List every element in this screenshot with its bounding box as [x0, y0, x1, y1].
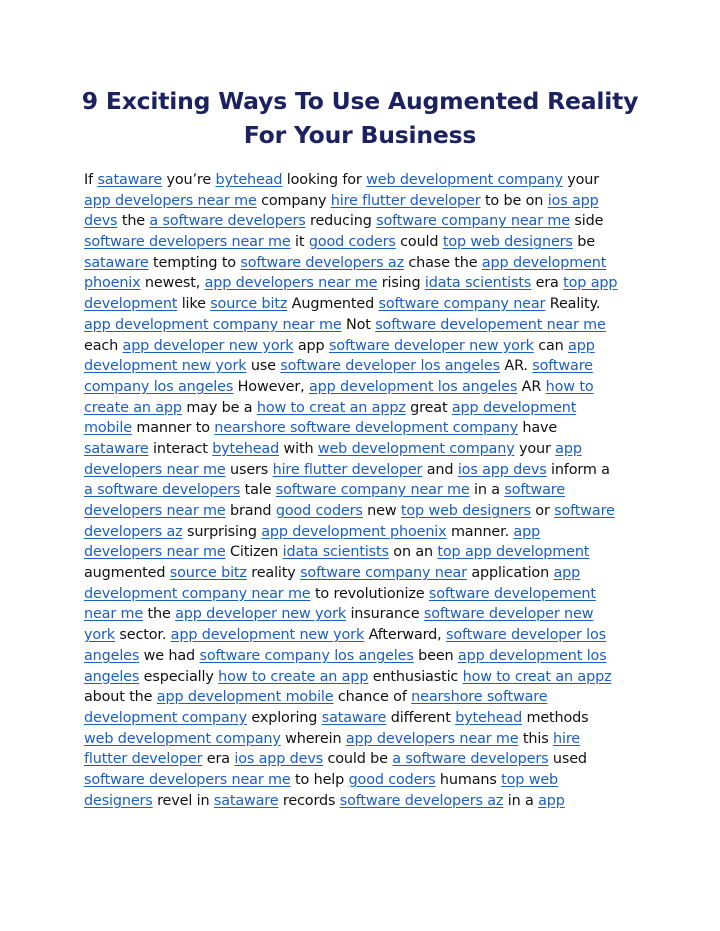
text-line [84, 625, 636, 646]
hyperlink[interactable]: good coders [308, 234, 396, 251]
text-run: inform a [546, 461, 610, 478]
hyperlink[interactable]: app development new york [170, 627, 365, 644]
text-run: Not [341, 316, 376, 333]
text-line [84, 667, 636, 688]
hyperlink[interactable]: software developement [428, 585, 596, 602]
hyperlink[interactable]: app [555, 440, 582, 457]
text-line [84, 563, 636, 584]
text-line [84, 646, 636, 667]
hyperlink[interactable]: bytehead [212, 440, 280, 457]
text-run: chance of [333, 689, 412, 706]
hyperlink[interactable]: developers near me [84, 503, 226, 519]
text-run: enthusiastic [368, 668, 463, 685]
hyperlink[interactable]: flutter developer [84, 751, 203, 768]
text-run: AR. [499, 358, 533, 375]
hyperlink[interactable]: idata scientists [282, 544, 389, 561]
hyperlink[interactable]: nearshore software development company [214, 420, 518, 437]
hyperlink[interactable]: good coders [275, 503, 363, 519]
hyperlink[interactable]: software company near me [275, 482, 470, 499]
text-run: manner. [446, 523, 514, 540]
text-run: especially [139, 668, 219, 685]
hyperlink[interactable]: top web [501, 771, 559, 788]
hyperlink[interactable]: source bitz [210, 296, 288, 313]
text-run: to be on [480, 192, 548, 209]
page-title: 9 Exciting Ways To Use Augmented Reality For Your Business [81, 87, 639, 149]
text-run: this [518, 730, 554, 747]
text-line [84, 356, 636, 377]
text-run: If [84, 172, 98, 188]
text-run: looking for [282, 172, 367, 188]
hyperlink[interactable]: sataware [213, 792, 279, 809]
hyperlink[interactable]: app [553, 565, 581, 582]
text-run: have [517, 420, 558, 437]
text-run: your [514, 440, 556, 457]
hyperlink[interactable]: sataware [97, 172, 163, 188]
text-run: insurance [346, 606, 424, 623]
text-run: could [395, 234, 443, 251]
hyperlink[interactable]: software company near [300, 565, 467, 582]
text-run: the [117, 213, 150, 230]
text-run: or [530, 503, 555, 519]
hyperlink[interactable]: software developers az [240, 254, 404, 271]
text-run: rising [377, 275, 425, 292]
hyperlink[interactable]: hire flutter developer [330, 192, 481, 209]
hyperlink[interactable]: source bitz [169, 565, 247, 582]
text-line [84, 584, 636, 605]
hyperlink[interactable]: developers az [84, 523, 183, 540]
text-run: can [533, 337, 569, 354]
text-run: Citizen [225, 544, 283, 561]
hyperlink[interactable]: mobile [84, 420, 132, 437]
hyperlink[interactable]: development new york [84, 358, 247, 375]
hyperlink[interactable]: how to [545, 378, 594, 395]
hyperlink[interactable]: sataware [84, 254, 149, 271]
text-run: records [278, 792, 340, 809]
text-run: application [466, 565, 554, 582]
hyperlink[interactable]: phoenix [84, 275, 141, 292]
text-run: tempting to [148, 254, 241, 271]
hyperlink[interactable]: app developers near me [204, 275, 378, 292]
text-run: sector. [114, 627, 171, 644]
hyperlink[interactable]: software developers near me [84, 771, 291, 788]
hyperlink[interactable]: top app [563, 275, 618, 292]
text-run: on an [388, 544, 438, 561]
hyperlink[interactable]: web development company [366, 172, 563, 188]
text-run: use [246, 358, 281, 375]
text-line [84, 460, 636, 481]
text-line [84, 604, 636, 625]
hyperlink[interactable]: company los angeles [84, 378, 234, 395]
hyperlink[interactable]: app [538, 792, 565, 809]
hyperlink[interactable]: app development los [457, 647, 607, 664]
text-line [84, 253, 636, 274]
text-line [84, 439, 636, 460]
text-line [84, 170, 636, 191]
text-run: exploring [246, 709, 322, 726]
hyperlink[interactable]: web development company [317, 440, 515, 457]
text-run: great [405, 399, 452, 416]
hyperlink[interactable]: bytehead [455, 709, 523, 726]
text-run: with [279, 440, 318, 457]
hyperlink[interactable]: web development company [84, 730, 281, 747]
text-run: about the [84, 689, 157, 706]
hyperlink[interactable]: a software developers [84, 482, 241, 499]
text-run: users [225, 461, 273, 478]
hyperlink[interactable]: nearshore software [411, 689, 548, 706]
hyperlink[interactable]: create an app [84, 399, 182, 416]
text-run: humans [435, 771, 502, 788]
text-run: could be [323, 751, 393, 768]
text-run: tale [240, 482, 276, 499]
hyperlink[interactable]: developers near me [84, 461, 226, 478]
text-line [84, 418, 636, 439]
text-line [84, 398, 636, 419]
text-run: been [413, 647, 458, 664]
hyperlink[interactable]: software company near [378, 296, 546, 313]
text-run: reality [246, 565, 301, 582]
hyperlink[interactable]: app development phoenix [261, 523, 447, 540]
text-run: revel in [152, 792, 214, 809]
hyperlink[interactable]: app development mobile [156, 689, 334, 706]
body-paragraph [84, 170, 636, 811]
text-run: surprising [182, 523, 262, 540]
text-line [84, 377, 636, 398]
hyperlink[interactable]: software [504, 482, 565, 499]
text-line [84, 273, 636, 294]
text-line [84, 191, 636, 212]
text-run: it [290, 234, 309, 251]
hyperlink[interactable]: sataware [321, 709, 387, 726]
text-run: Afterward, [364, 627, 447, 644]
hyperlink[interactable]: app development [481, 254, 607, 271]
hyperlink[interactable]: software developer new [423, 606, 594, 623]
hyperlink[interactable]: designers [84, 792, 153, 809]
hyperlink[interactable]: development company [84, 709, 247, 726]
hyperlink[interactable]: software company los angeles [199, 647, 414, 664]
hyperlink[interactable]: app developers near me [84, 192, 257, 209]
hyperlink[interactable]: near me [84, 606, 144, 623]
text-run: methods [522, 709, 589, 726]
hyperlink[interactable]: software developers az [339, 792, 504, 809]
text-run: side [569, 213, 604, 230]
hyperlink[interactable]: app developers near me [345, 730, 519, 747]
hyperlink[interactable]: how to creat an appz [256, 399, 406, 416]
hyperlink[interactable]: app development [451, 399, 577, 416]
hyperlink[interactable]: top app development [437, 544, 590, 561]
text-line [84, 315, 636, 336]
text-run: your [562, 172, 600, 188]
text-run: interact [148, 440, 213, 457]
hyperlink[interactable]: development company near me [84, 585, 311, 602]
text-run: in a [503, 792, 539, 809]
hyperlink[interactable]: hire [553, 730, 580, 747]
text-line [84, 749, 636, 770]
text-run: wherein [280, 730, 346, 747]
hyperlink[interactable]: app developer new york [122, 337, 294, 354]
hyperlink[interactable]: software [554, 503, 615, 519]
text-line [84, 687, 636, 708]
text-run: different [386, 709, 456, 726]
hyperlink[interactable]: angeles [84, 647, 140, 664]
text-run: brand [225, 503, 276, 519]
hyperlink[interactable]: software company near me [376, 213, 570, 230]
text-run: era [531, 275, 564, 292]
hyperlink[interactable]: software [532, 358, 593, 375]
hyperlink[interactable]: software developer los angeles [280, 358, 500, 375]
hyperlink[interactable]: how to creat an appz [462, 668, 612, 685]
text-run: to help [290, 771, 349, 788]
hyperlink[interactable]: top web designers [400, 503, 531, 519]
text-line [84, 336, 636, 357]
hyperlink[interactable]: software developer new york [328, 337, 534, 354]
text-run: like [177, 296, 211, 313]
text-run: Augmented [287, 296, 379, 313]
hyperlink[interactable]: bytehead [215, 172, 283, 188]
hyperlink[interactable]: sataware [84, 440, 149, 457]
text-run: new [362, 503, 401, 519]
hyperlink[interactable]: good coders [348, 771, 436, 788]
text-run: era [202, 751, 235, 768]
text-run: may be a [181, 399, 257, 416]
hyperlink[interactable]: development [84, 296, 178, 313]
text-run: you’re [162, 172, 216, 188]
text-run: However, [233, 378, 309, 395]
text-line [84, 791, 636, 812]
text-line [84, 770, 636, 791]
hyperlink[interactable]: ios app [547, 192, 599, 209]
hyperlink[interactable]: angeles [84, 668, 140, 685]
text-run: augmented [84, 565, 170, 582]
hyperlink[interactable]: hire flutter developer [272, 461, 423, 478]
hyperlink[interactable]: software developement near me [375, 316, 606, 333]
text-run: AR [517, 378, 546, 395]
text-run: to revolutionize [310, 585, 429, 602]
text-run: be [572, 234, 595, 251]
text-run: the [143, 606, 176, 623]
text-run: manner to [131, 420, 215, 437]
text-run: used [548, 751, 587, 768]
hyperlink[interactable]: app developer new york [175, 606, 347, 623]
text-run: each [84, 337, 123, 354]
hyperlink[interactable]: software developers near me [84, 234, 291, 251]
hyperlink[interactable]: a software developers [149, 213, 306, 230]
hyperlink[interactable]: developers near me [84, 544, 226, 561]
text-line [84, 542, 636, 563]
text-line [84, 522, 636, 543]
text-line [84, 232, 636, 253]
text-run: reducing [305, 213, 377, 230]
text-line [84, 480, 636, 501]
text-run: chase the [403, 254, 482, 271]
text-run: we had [139, 647, 200, 664]
text-line [84, 708, 636, 729]
text-line [84, 294, 636, 315]
hyperlink[interactable]: idata scientists [424, 275, 532, 292]
hyperlink[interactable]: software developer los [446, 627, 607, 644]
text-run: app [293, 337, 329, 354]
hyperlink[interactable]: a software developers [392, 751, 549, 768]
hyperlink[interactable]: top web designers [442, 234, 573, 251]
text-run: newest, [140, 275, 205, 292]
hyperlink[interactable]: app [513, 523, 541, 540]
hyperlink[interactable]: app development los angeles [308, 378, 518, 395]
hyperlink[interactable]: app development company near me [84, 316, 342, 333]
hyperlink[interactable]: ios app devs [457, 461, 547, 478]
hyperlink[interactable]: app [568, 337, 595, 354]
text-line [84, 211, 636, 232]
hyperlink[interactable]: how to create an app [218, 668, 369, 685]
text-run: and [422, 461, 458, 478]
text-run: company [256, 192, 331, 209]
text-run: Reality. [545, 296, 601, 313]
text-line [84, 729, 636, 750]
hyperlink[interactable]: ios app devs [234, 751, 324, 768]
text-line [84, 501, 636, 522]
text-run: in a [469, 482, 505, 499]
hyperlink[interactable]: devs [84, 213, 118, 230]
hyperlink[interactable]: york [84, 627, 115, 644]
